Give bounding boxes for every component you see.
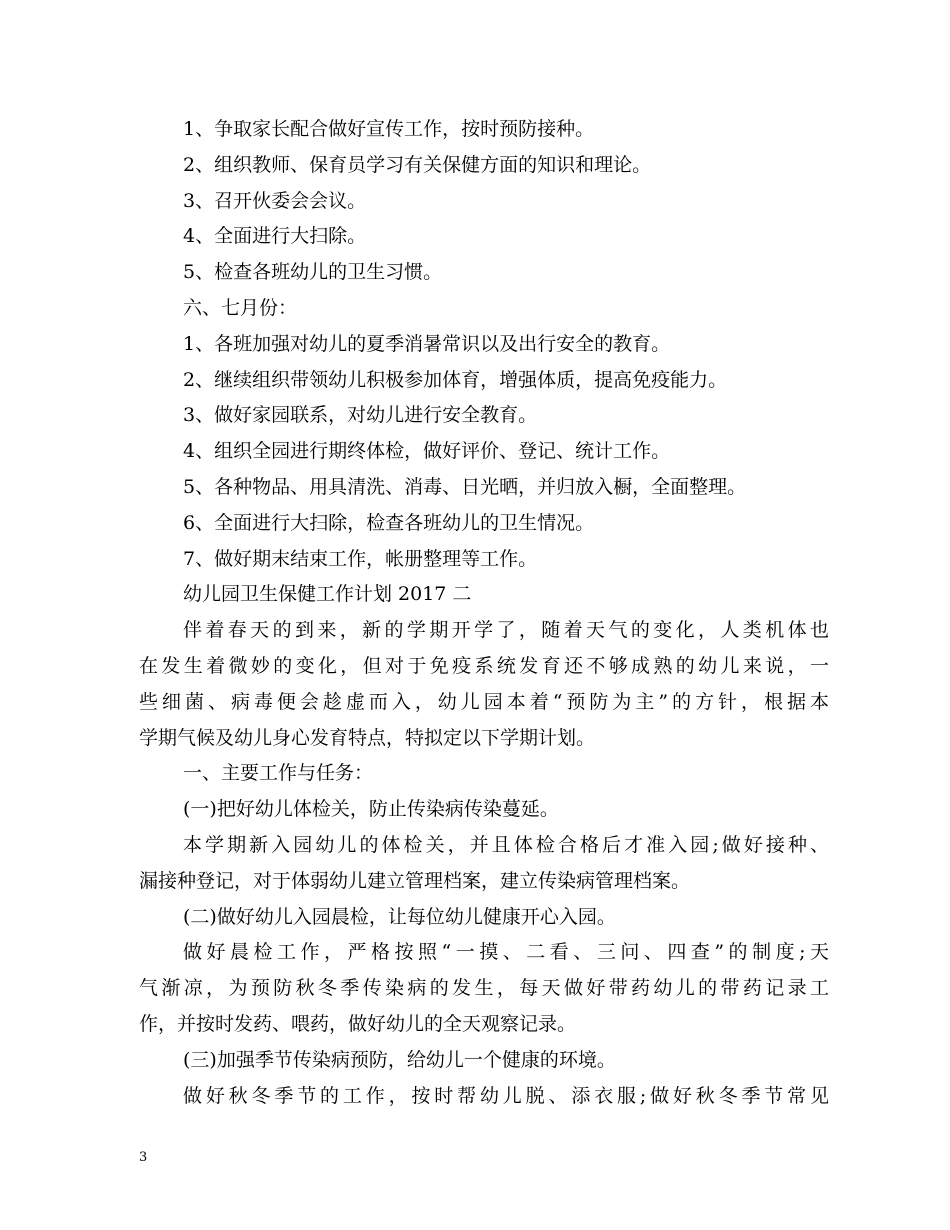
subsection-heading: (三)加强季节传染病预防，给幼儿一个健康的环境。 [183, 1048, 616, 1071]
paragraph-line: 学期气候及幼儿身心发育特点，特拟定以下学期计划。 [139, 726, 596, 749]
paragraph-line: 气渐凉，为预防秋冬季传染病的发生，每天做好带药幼儿的带药记录工 [139, 977, 829, 1000]
text-line: 3、召开伙委会会议。 [183, 189, 367, 212]
text-line: 3、做好家园联系，对幼儿进行安全教育。 [183, 404, 538, 427]
text-line: 4、全面进行大扫除。 [183, 225, 367, 248]
text-line: 7、做好期末结束工作，帐册整理等工作。 [183, 547, 538, 570]
section-heading: 六、七月份： [183, 296, 298, 319]
section-heading: 一、主要工作与任务： [183, 762, 374, 785]
text-line: 4、组织全园进行期终体检，做好评价、登记、统计工作。 [183, 440, 671, 463]
text-line: 2、继续组织带领幼儿积极参加体育，增强体质，提高免疫能力。 [183, 368, 728, 391]
text-line: 6、全面进行大扫除，检查各班幼儿的卫生情况。 [183, 511, 595, 534]
paragraph-line: 漏接种登记，对于体弱幼儿建立管理档案，建立传染病管理档案。 [139, 869, 691, 892]
text-line: 5、各种物品、用具清洗、消毒、日光晒，并归放入橱，全面整理。 [183, 475, 747, 498]
subsection-heading: (一)把好幼儿体检关，防止传染病传染蔓延。 [183, 798, 559, 821]
page-number: 3 [139, 1150, 148, 1165]
text-line: 1、争取家长配合做好宣传工作，按时预防接种。 [183, 118, 595, 140]
paragraph-line: 伴着春天的到来，新的学期开学了，随着天气的变化，人类机体也 [183, 619, 829, 642]
paragraph-line: 做好晨检工作，严格按照“一摸、二看、三问、四查”的制度;天 [183, 941, 829, 964]
paragraph-line: 本学期新入园幼儿的体检关，并且体检合格后才准入园;做好接种、 [183, 833, 829, 856]
text-line: 2、组织教师、保育员学习有关保健方面的知识和理论。 [183, 153, 652, 176]
paragraph-line: 在发生着微妙的变化，但对于免疫系统发育还不够成熟的幼儿来说，一 [139, 654, 829, 677]
paragraph-line: 做好秋冬季节的工作，按时帮幼儿脱、添衣服;做好秋冬季节常见 [183, 1084, 829, 1107]
paragraph-line: 作，并按时发药、喂药，做好幼儿的全天观察记录。 [139, 1012, 577, 1035]
document-title: 幼儿园卫生保健工作计划 2017 二 [183, 583, 472, 606]
subsection-heading: (二)做好幼儿入园晨检，让每位幼儿健康开心入园。 [183, 905, 616, 928]
paragraph-line: 些细菌、病毒便会趁虚而入，幼儿园本着“预防为主”的方针，根据本 [139, 690, 829, 713]
text-line: 1、各班加强对幼儿的夏季消暑常识以及出行安全的教育。 [183, 332, 671, 355]
document-body [139, 112, 829, 1114]
text-line: 5、检查各班幼儿的卫生习惯。 [183, 261, 443, 284]
